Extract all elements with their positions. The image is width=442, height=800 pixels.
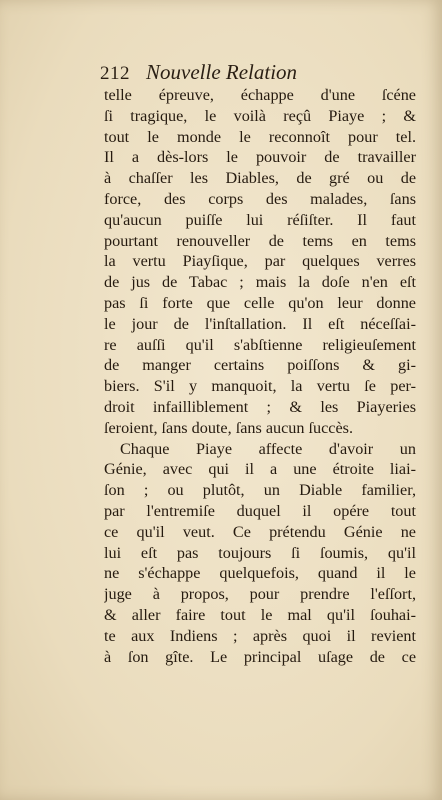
body-text — [104, 85, 416, 667]
text-line: force, des corps des malades, ſans — [104, 189, 416, 208]
text-line: ne s'échappe quelquefois, quand il le — [104, 564, 416, 583]
text-line: re auſſi qu'il s'abſtienne religieuſement — [104, 335, 416, 354]
text-line: juge à propos, pour prendre l'eſſort, — [104, 585, 416, 604]
text-line: pourtant renouveller de tems en tems — [104, 231, 416, 250]
running-title: Nouvelle Relation — [146, 60, 298, 84]
text-line: te aux Indiens ; après quoi il revient — [104, 626, 416, 645]
text-line: ſon ; ou plutôt, un Diable familier, — [104, 481, 416, 500]
text-line: le jour de l'inſtallation. Il eſt néceſſai- — [104, 314, 416, 333]
text-line: Génie, avec qui il a une étroite liai- — [104, 460, 416, 479]
text-line: à ſon gîte. Le principal uſage de ce — [104, 647, 416, 666]
text-line: biers. S'il y manquoit, la vertu ſe per- — [104, 377, 416, 396]
text-line: de jus de Tabac ; mais la doſe n'en eſt — [104, 273, 416, 292]
page-header — [100, 60, 420, 85]
text-line: la vertu Piayſique, par quelques verres — [104, 252, 416, 271]
text-line: ſi tragique, le voilà reçû Piaye ; & — [104, 106, 416, 125]
text-line: tout le monde le reconnoît pour tel. — [104, 127, 416, 146]
text-line: Il a dès-lors le pouvoir de travailler — [104, 148, 416, 167]
text-line: & aller faire tout le mal qu'il ſouhai- — [104, 605, 416, 624]
text-line: à chaſſer les Diables, de gré ou de — [104, 169, 416, 188]
text-line: qu'aucun puiſſe lui réſiſter. Il faut — [104, 210, 416, 229]
text-line: telle épreuve, échappe d'une ſcéne — [104, 86, 416, 104]
text-line: de manger certains poiſſons & gi- — [104, 356, 416, 375]
text-line: droit infailliblement ; & les Piayeries — [104, 397, 416, 416]
text-line: par l'entremiſe duquel il opére tout — [104, 501, 416, 520]
text-line: ſeroient, ſans doute, ſans aucun ſuccès. — [104, 418, 354, 437]
text-line: ce qu'il veut. Ce prétendu Génie ne — [104, 522, 416, 541]
text-line: Chaque Piaye affecte d'avoir un — [120, 439, 416, 458]
text-line: pas ſi forte que celle qu'on leur donne — [104, 293, 416, 312]
text-line: lui eſt pas toujours ſi ſoumis, qu'il — [104, 543, 416, 562]
page-number: 212 — [100, 63, 130, 84]
